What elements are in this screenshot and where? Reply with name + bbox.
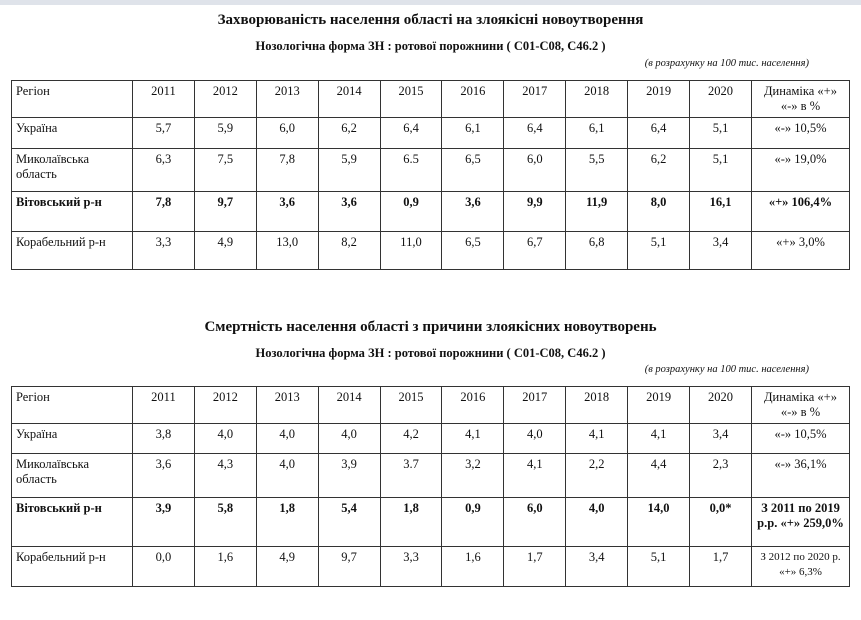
header-year: 2011 <box>133 81 195 118</box>
dynamics-cell: «-» 10,5% <box>752 118 850 149</box>
value-cell: 4,0 <box>566 498 628 547</box>
value-cell: 11,0 <box>380 232 442 270</box>
value-cell: 4,0 <box>318 424 380 454</box>
value-cell: 3,9 <box>318 454 380 498</box>
value-cell: 6,0 <box>256 118 318 149</box>
header-year: 2012 <box>194 387 256 424</box>
region-cell: Миколаївська область <box>12 454 133 498</box>
value-cell: 6,5 <box>442 232 504 270</box>
table-row <box>12 454 850 498</box>
value-cell: 13,0 <box>256 232 318 270</box>
table-row <box>12 232 850 270</box>
value-cell: 1,8 <box>380 498 442 547</box>
value-cell: 3,2 <box>442 454 504 498</box>
header-year: 2017 <box>504 81 566 118</box>
value-cell: 2,3 <box>690 454 752 498</box>
header-year: 2013 <box>256 387 318 424</box>
value-cell: 6,4 <box>504 118 566 149</box>
value-cell: 0,9 <box>380 192 442 232</box>
value-cell: 4,1 <box>504 454 566 498</box>
table2-note: (в розрахунку на 100 тис. населення) <box>644 364 809 375</box>
region-cell: Миколаївська область <box>12 149 133 192</box>
value-cell: 8,0 <box>628 192 690 232</box>
value-cell: 4,1 <box>442 424 504 454</box>
value-cell: 9,7 <box>194 192 256 232</box>
value-cell: 3,6 <box>256 192 318 232</box>
header-year: 2013 <box>256 81 318 118</box>
table1 <box>11 80 850 270</box>
region-cell: Корабельний р-н <box>12 232 133 270</box>
dynamics-cell: «+» 106,4% <box>752 192 850 232</box>
table-row <box>12 118 850 149</box>
header-year: 2015 <box>380 81 442 118</box>
region-cell: Корабельний р-н <box>12 547 133 587</box>
value-cell: 6,8 <box>566 232 628 270</box>
value-cell: 6,5 <box>442 149 504 192</box>
value-cell: 6,7 <box>504 232 566 270</box>
header-year: 2020 <box>690 81 752 118</box>
dynamics-cell: «-» 19,0% <box>752 149 850 192</box>
value-cell: 4,9 <box>256 547 318 587</box>
table1-subtitle: Нозологічна форма ЗН : ротової порожнини ( С01-С08, С46.2 ) <box>255 39 606 53</box>
header-year: 2018 <box>566 81 628 118</box>
value-cell: 6,4 <box>380 118 442 149</box>
header-year: 2019 <box>628 387 690 424</box>
header-row <box>12 387 850 424</box>
header-year: 2014 <box>318 81 380 118</box>
value-cell: 3,6 <box>442 192 504 232</box>
dynamics-cell: «-» 36,1% <box>752 454 850 498</box>
value-cell: 5,1 <box>628 232 690 270</box>
header-year: 2015 <box>380 387 442 424</box>
value-cell: 7,8 <box>133 192 195 232</box>
value-cell: 4,1 <box>566 424 628 454</box>
value-cell: 1,7 <box>690 547 752 587</box>
value-cell: 2,2 <box>566 454 628 498</box>
value-cell: 1,8 <box>256 498 318 547</box>
value-cell: 4,2 <box>380 424 442 454</box>
header-dynamics: Динаміка «+» «-» в % <box>752 387 850 424</box>
dynamics-cell: З 2012 по 2020 р. «+» 6,3% <box>752 547 850 587</box>
value-cell: 5,1 <box>690 149 752 192</box>
value-cell: 4,1 <box>628 424 690 454</box>
header-row <box>12 81 850 118</box>
header-year: 2020 <box>690 387 752 424</box>
dynamics-cell: «+» 3,0% <box>752 232 850 270</box>
header-year: 2017 <box>504 387 566 424</box>
value-cell: 3,4 <box>690 232 752 270</box>
dynamics-cell: З 2011 по 2019 р.р. «+» 259,0% <box>752 498 850 547</box>
value-cell: 5,4 <box>318 498 380 547</box>
region-cell: Україна <box>12 424 133 454</box>
value-cell: 14,0 <box>628 498 690 547</box>
header-year: 2014 <box>318 387 380 424</box>
value-cell: 6,0 <box>504 498 566 547</box>
value-cell: 11,9 <box>566 192 628 232</box>
value-cell: 5,5 <box>566 149 628 192</box>
value-cell: 5,9 <box>194 118 256 149</box>
value-cell: 7,5 <box>194 149 256 192</box>
value-cell: 8,2 <box>318 232 380 270</box>
value-cell: 6,2 <box>318 118 380 149</box>
header-year: 2011 <box>133 387 195 424</box>
value-cell: 6,2 <box>628 149 690 192</box>
header-year: 2016 <box>442 81 504 118</box>
top-border <box>0 0 861 5</box>
value-cell: 0,9 <box>442 498 504 547</box>
value-cell: 0,0* <box>690 498 752 547</box>
value-cell: 5,1 <box>628 547 690 587</box>
value-cell: 4,0 <box>194 424 256 454</box>
value-cell: 4,0 <box>504 424 566 454</box>
value-cell: 3,6 <box>133 454 195 498</box>
dynamics-cell: «-» 10,5% <box>752 424 850 454</box>
header-dynamics: Динаміка «+» «-» в % <box>752 81 850 118</box>
value-cell: 6,1 <box>442 118 504 149</box>
value-cell: 6.5 <box>380 149 442 192</box>
value-cell: 4,0 <box>256 454 318 498</box>
header-year: 2018 <box>566 387 628 424</box>
header-region: Регіон <box>12 387 133 424</box>
value-cell: 3.7 <box>380 454 442 498</box>
value-cell: 3,4 <box>690 424 752 454</box>
value-cell: 1,6 <box>442 547 504 587</box>
table2-title: Смертність населення області з причини злоякісних новоутворень <box>204 319 657 335</box>
value-cell: 6,4 <box>628 118 690 149</box>
value-cell: 3,3 <box>133 232 195 270</box>
value-cell: 4,4 <box>628 454 690 498</box>
header-region: Регіон <box>12 81 133 118</box>
value-cell: 0,0 <box>133 547 195 587</box>
region-cell: Україна <box>12 118 133 149</box>
table-row <box>12 547 850 587</box>
value-cell: 7,8 <box>256 149 318 192</box>
value-cell: 1,7 <box>504 547 566 587</box>
value-cell: 4,3 <box>194 454 256 498</box>
header-year: 2016 <box>442 387 504 424</box>
table-row <box>12 498 850 547</box>
value-cell: 9,7 <box>318 547 380 587</box>
region-cell: Вітовський р-н <box>12 192 133 232</box>
value-cell: 3,4 <box>566 547 628 587</box>
table-row <box>12 192 850 232</box>
value-cell: 9,9 <box>504 192 566 232</box>
value-cell: 5,8 <box>194 498 256 547</box>
value-cell: 3,9 <box>133 498 195 547</box>
table2 <box>11 386 850 587</box>
value-cell: 16,1 <box>690 192 752 232</box>
value-cell: 5,9 <box>318 149 380 192</box>
value-cell: 6,0 <box>504 149 566 192</box>
value-cell: 1,6 <box>194 547 256 587</box>
value-cell: 4,0 <box>256 424 318 454</box>
header-year: 2012 <box>194 81 256 118</box>
table-row <box>12 424 850 454</box>
table1-note: (в розрахунку на 100 тис. населення) <box>644 58 809 69</box>
value-cell: 5,1 <box>690 118 752 149</box>
value-cell: 6,1 <box>566 118 628 149</box>
table-row <box>12 149 850 192</box>
value-cell: 3,6 <box>318 192 380 232</box>
value-cell: 4,9 <box>194 232 256 270</box>
header-year: 2019 <box>628 81 690 118</box>
region-cell: Вітовський р-н <box>12 498 133 547</box>
value-cell: 3,3 <box>380 547 442 587</box>
table1-title: Захворюваність населення області на злоякісні новоутворення <box>217 12 644 28</box>
value-cell: 6,3 <box>133 149 195 192</box>
table2-subtitle: Нозологічна форма ЗН : ротової порожнини ( С01-С08, С46.2 ) <box>255 346 606 360</box>
value-cell: 3,8 <box>133 424 195 454</box>
value-cell: 5,7 <box>133 118 195 149</box>
